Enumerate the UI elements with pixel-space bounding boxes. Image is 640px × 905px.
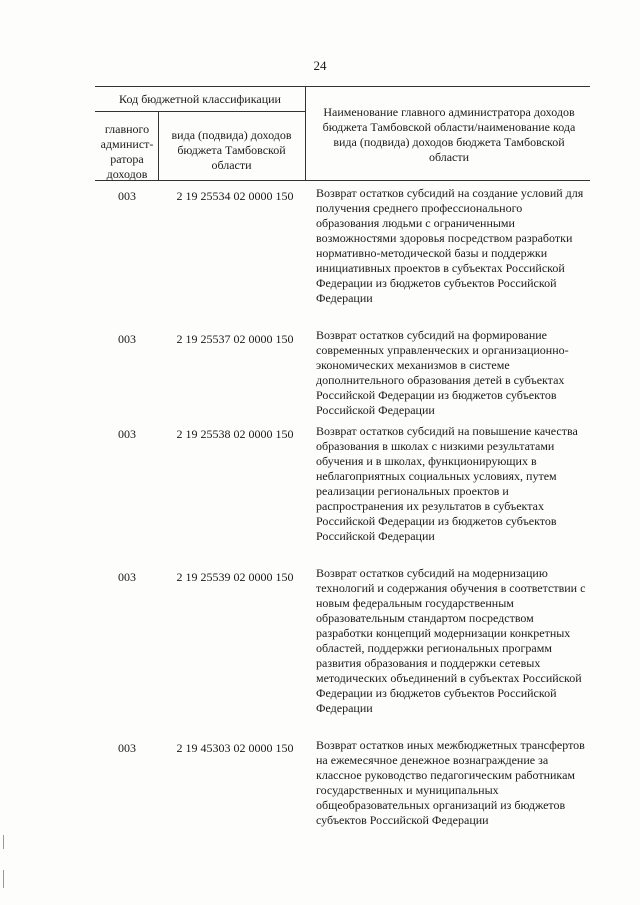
row-1-admin-code: 003 bbox=[118, 189, 136, 203]
header-group-divider bbox=[95, 111, 305, 112]
header-col-code: вида (подвида) доходов бюджета Тамбовской области bbox=[171, 128, 292, 172]
row-2-budget-code: 2 19 25537 02 0000 150 bbox=[176, 332, 294, 346]
row-2-description: Возврат остатков субсидий на формирование современных управленческих и организационно-экономических механизмов в системе дополнительного образования детей в субъектах Российской Федерации из бюджетов субъектов Российской Федерации bbox=[316, 328, 569, 417]
header-col-admin: главного админист-ратора доходов bbox=[100, 122, 154, 181]
row-5-admin-code: 003 bbox=[118, 741, 136, 755]
table-top-border bbox=[95, 86, 590, 87]
row-3-budget-code: 2 19 25538 02 0000 150 bbox=[176, 427, 294, 441]
header-col-name: Наименование главного администратора доходов бюджета Тамбовской области/наименование кода вида (подвида) доходов бюджета Тамбовской области bbox=[322, 105, 576, 164]
page-number: 24 bbox=[313, 58, 327, 73]
header-group-label: Код бюджетной классификации bbox=[119, 92, 281, 106]
row-4-admin-code: 003 bbox=[118, 570, 136, 584]
row-5-description: Возврат остатков иных межбюджетных трансфертов на ежемесячное денежное вознаграждение за классное руководство педагогическим работникам государственных и муниципальных общеобразовательных организаций из бюджетов субъектов Российской Федерации bbox=[316, 738, 585, 827]
header-bottom-border bbox=[95, 180, 590, 181]
row-1-description: Возврат остатков субсидий на создание условий для получения среднего профессионального образования людьми с ограниченными возможностями здоровья посредством разработки нормативно-методической базы и поддержки инициативных проектов в субъектах Российской Федерации из бюджетов субъектов Российской Федерации bbox=[316, 186, 584, 305]
row-3-description: Возврат остатков субсидий на повышение качества образования в школах с низкими результатами обучения и в школах, функционирующих в неблагоприятных социальных условиях, путем реализации региональных проектов и распространения их результатов в субъектах Российской Федерации из бюджетов субъектов Российской Федерации bbox=[316, 424, 578, 543]
scan-edge-mark bbox=[3, 870, 4, 888]
row-1-budget-code: 2 19 25534 02 0000 150 bbox=[176, 189, 294, 203]
col-divider-admin-code bbox=[158, 111, 159, 181]
row-5-budget-code: 2 19 45303 02 0000 150 bbox=[176, 741, 294, 755]
row-4-budget-code: 2 19 25539 02 0000 150 bbox=[176, 570, 294, 584]
col-divider-code-name bbox=[305, 86, 306, 181]
row-4-description: Возврат остатков субсидий на модернизацию технологий и содержания обучения в соответствии с новым федеральным государственным образовательным стандартом посредством разработки концепций модернизации конкретных областей, поддержки региональных программ развития образования и поддержки сетевых методических объединений в субъектах Российской Федерации из бюджетов субъектов Российской Федерации bbox=[316, 566, 586, 715]
row-2-admin-code: 003 bbox=[118, 332, 136, 346]
row-3-admin-code: 003 bbox=[118, 427, 136, 441]
scan-edge-mark bbox=[3, 835, 4, 849]
